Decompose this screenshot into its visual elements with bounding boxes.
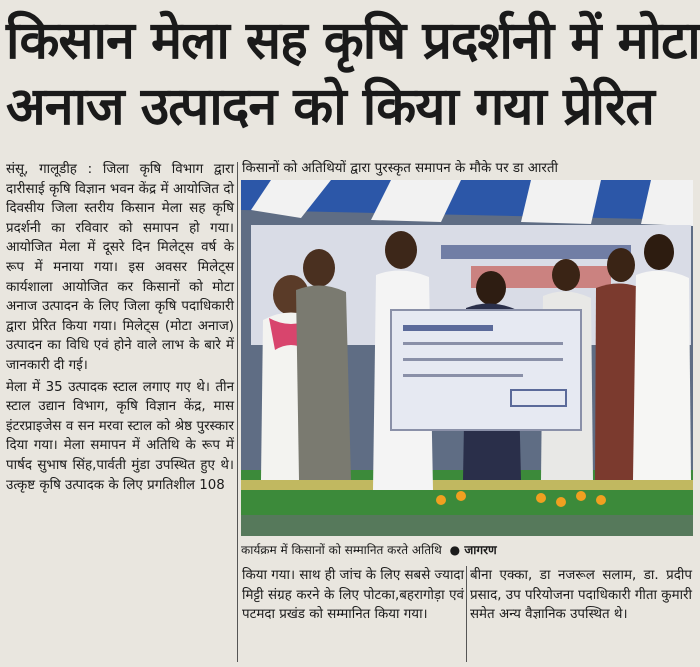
article-paragraph-1: संसू, गालूडीह : जिला कृषि विभाग द्वारा दारीसाई कृषि विज्ञान भवन केंद्र में आयोजित दो दिवसीय जिला स्तरीय किसान मेला सह कृषि प्रदर्शनी का रविवार को समापन हो गया। आयोजित मेला में दूसरे दिन मिलेट्स वर्ष के रूप में मनाया गया। इस अवसर मिलेट्स कार्यशाला आयोजित कर किसानों को मोटा अनाज उत्पादन के लिए जिला कृषि पदाधिकारी द्वारा प्रेरित किया गया। मिलेट्स (मोटा अनाज) उत्पादन का विधि एवं होने वाले लाभ के बारे में जानकारी दी गई। — [6, 162, 234, 373]
article-column-left — [6, 160, 234, 497]
photo-top-caption: किसानों को अतिथियों द्वारा पुरस्कृत समापन के मौके पर डा आरती — [242, 161, 558, 176]
article-paragraph-2: मेला में 35 उत्पादक स्टाल लगाए गए थे। तीन स्टाल उद्यान विभाग, कृषि विज्ञान केंद्र, मास इंटरप्राइजेस व सन मरवा स्टाल को श्रेष्ठ पुरस्कार दिया गया। मेला समापन में अतिथि के रूप में पार्षद सुभाष सिंह,पार्वती मुंडा उपस्थित हुए थे। उत्कृष्ट कृषि उत्पादक के लिए प्रगतिशील 108 — [6, 379, 234, 493]
news-photo — [241, 180, 693, 536]
headline — [6, 8, 700, 140]
column-divider-2 — [466, 566, 467, 662]
article-column-right: बीना एक्का, डा नजरूल सलाम, डा. प्रदीप प्रसाद, उप परियोजना पदाधिकारी गीता कुमारी समेत अन्य वैज्ञानिक उपस्थित थे। — [470, 568, 692, 623]
photo-caption — [241, 538, 693, 562]
column-divider — [237, 162, 238, 662]
news-photo-illustration — [241, 180, 693, 536]
photo-source: ● जागरण — [449, 543, 497, 557]
headline-line-1: किसान मेला सह कृषि प्रदर्शनी में मोटा — [6, 11, 700, 71]
photo-source-label: जागरण — [464, 543, 497, 557]
photo-caption-text: कार्यक्रम में किसानों को सम्मानित करते अतिथि — [241, 543, 442, 557]
headline-line-2: अनाज उत्पादन को किया गया प्रेरित — [6, 77, 654, 137]
article-column-middle: किया गया। साथ ही जांच के लिए सबसे ज्यादा मिट्टी संग्रह करने के लिए पोटका,बहरागोड़ा एवं पटमदा प्रखंड को सम्मानित किया गया। — [242, 568, 464, 623]
